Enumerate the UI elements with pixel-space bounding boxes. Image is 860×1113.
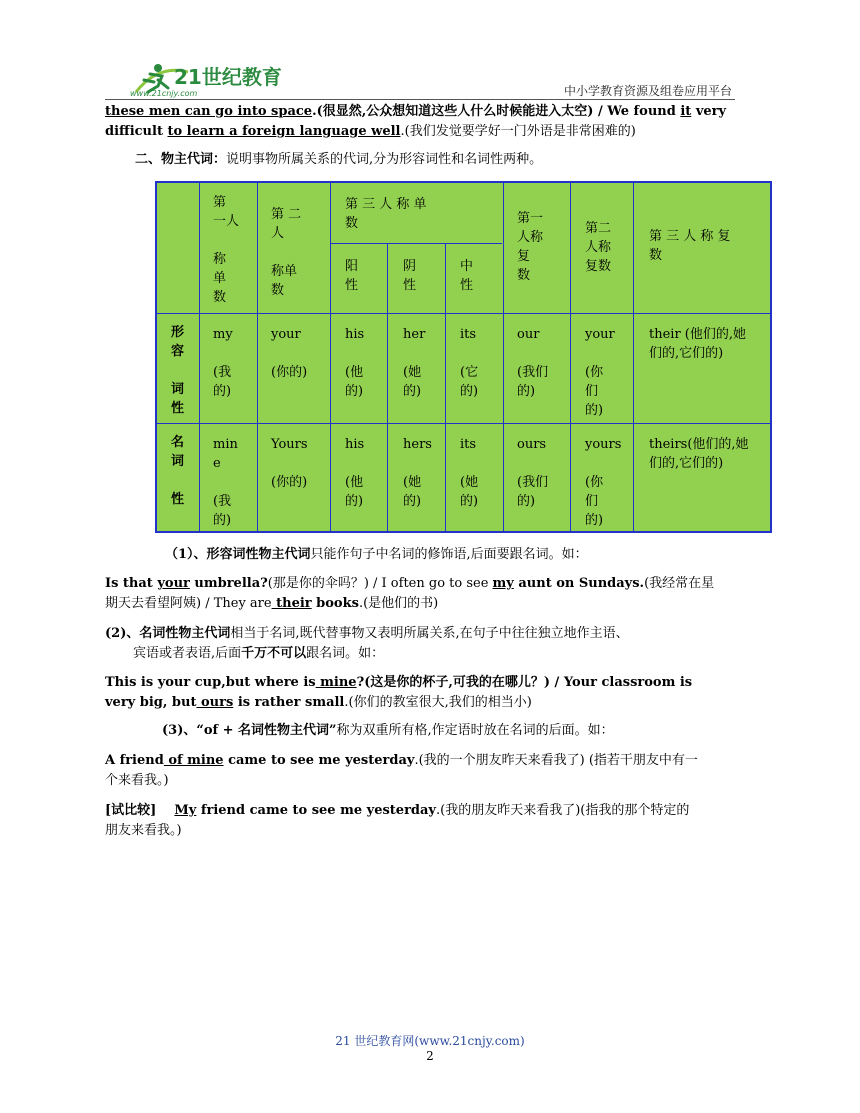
section-2-desc: 说明事物所属关系的代词,分为形容词性和名词性两种。 bbox=[226, 152, 543, 167]
noun-cell-ours: ours (我们 的) bbox=[517, 437, 549, 509]
noun-cell-yours: Yours (你的) bbox=[271, 437, 308, 490]
ex4-label: [试比较] bbox=[105, 803, 157, 818]
intro-text-3: difficult bbox=[105, 124, 168, 139]
site-logo bbox=[128, 58, 288, 100]
adj-cell-his: his (他 的) bbox=[345, 327, 365, 399]
ex3-b: came to see me yesterday bbox=[223, 753, 415, 768]
ex4-b: friend came to see me yesterday bbox=[196, 803, 436, 818]
ex1-u2: my bbox=[492, 576, 514, 591]
adj-cell-their: their (他们的,她 们的,它们的) bbox=[649, 327, 746, 361]
ex3-line2: 个来看我。) bbox=[105, 773, 169, 788]
row-label-adjectival: 形 容 词 性 bbox=[171, 325, 185, 416]
point-1-label: （1）、形容词性物主代词 bbox=[165, 547, 311, 562]
ex1-b: umbrella? bbox=[189, 576, 268, 591]
example-3 bbox=[105, 751, 735, 791]
ex3-a: A friend bbox=[105, 753, 164, 768]
header-right-text: 中小学教育资源及组卷应用平台 bbox=[563, 84, 732, 98]
header-feminine: 阴 性 bbox=[403, 259, 417, 293]
ex4-c: .(我的朋友昨天来看我了)(指我的那个特定的 bbox=[436, 803, 690, 818]
ex1-c: (那是你的伞吗？) / I often go to see bbox=[267, 576, 493, 591]
header-second-person-singular: 第 二 人 称单 数 bbox=[271, 207, 302, 298]
noun-cell-its: its (她 的) bbox=[460, 437, 479, 509]
logo-url: www.21cnjy.com bbox=[130, 89, 198, 98]
ex2-line2c: .(你们的教室很大,我们的相当小) bbox=[344, 695, 532, 710]
point-1 bbox=[165, 545, 735, 565]
point-3 bbox=[162, 721, 735, 741]
intro-text-1: .(很显然,公众想知道这些人什么时候能进入太空) / We found bbox=[312, 104, 681, 119]
example-1 bbox=[105, 574, 735, 614]
ex1-e: (我经常在星 bbox=[644, 576, 715, 591]
ex2-u1: mine bbox=[315, 675, 357, 690]
footer-link[interactable]: 21 世纪教育网(www.21cnjy.com) bbox=[335, 1034, 525, 1048]
ex1-d: aunt on Sundays. bbox=[513, 576, 645, 591]
header-third-person-plural: 第 三 人 称 复 数 bbox=[649, 229, 731, 263]
ex2-u2: ours bbox=[196, 695, 234, 710]
ex1-line2a: 期天去看望阿姨) / They are bbox=[105, 596, 272, 611]
ex1-line2b: books bbox=[311, 596, 359, 611]
point-2-label: (2)、名词性物主代词 bbox=[105, 626, 231, 641]
point-2-line2c: 跟名词。如： bbox=[306, 646, 385, 661]
intro-underline-2: it bbox=[680, 104, 692, 119]
ex2-line2b: is rather small bbox=[233, 695, 345, 710]
ex3-u: of mine bbox=[163, 753, 224, 768]
header-neuter: 中 性 bbox=[460, 259, 474, 293]
intro-text-2: very bbox=[691, 104, 727, 119]
point-2-line2b: 千万不可以 bbox=[241, 646, 307, 661]
point-3-text: 称为双重所有格,作定语时放在名词的后面。如： bbox=[336, 723, 614, 738]
example-4 bbox=[105, 801, 735, 841]
ex1-u1: your bbox=[157, 576, 190, 591]
ex2-a: This is your cup,but where is bbox=[105, 675, 316, 690]
adj-cell-your: your (你的) bbox=[271, 327, 308, 380]
pronoun-table bbox=[155, 181, 772, 533]
adj-cell-your-plural: your (你 们 的) bbox=[585, 327, 615, 418]
point-1-text: 只能作句子中名词的修饰语,后面要跟名词。如： bbox=[310, 547, 588, 562]
noun-cell-yours-plural: yours (你 们 的) bbox=[585, 437, 622, 528]
noun-cell-hers: hers (她 的) bbox=[403, 437, 432, 509]
header-divider bbox=[105, 99, 735, 100]
adj-cell-my: my (我 的) bbox=[213, 327, 233, 399]
ex2-b: ?(这是你的杯子,可我的在哪儿？) / Your classroom is bbox=[356, 675, 693, 690]
ex2-line2a: very big, but bbox=[105, 695, 197, 710]
intro-underline-3: to learn a foreign language well bbox=[167, 124, 401, 139]
point-2-text: 相当于名词,既代替事物又表明所属关系,在句子中往往独立地作主语、 bbox=[230, 626, 629, 641]
intro-text-4: .(我们发觉要学好一门外语是非常困难的) bbox=[400, 124, 636, 139]
section-2-title: 二、物主代词： bbox=[135, 152, 227, 167]
ex1-u3: their bbox=[271, 596, 312, 611]
point-2-line2a: 宾语或者表语,后面 bbox=[133, 646, 242, 661]
example-2 bbox=[105, 673, 735, 713]
header-third-person-singular: 第 三 人 称 单 数 bbox=[345, 197, 427, 231]
ex4-u: My bbox=[174, 803, 197, 818]
header-masculine: 阳 性 bbox=[345, 259, 359, 293]
ex1-a: Is that bbox=[105, 576, 158, 591]
row-label-nominal: 名 词 性 bbox=[171, 435, 185, 507]
adj-cell-her: her (她 的) bbox=[403, 327, 426, 399]
point-2 bbox=[105, 624, 735, 664]
ex3-c: .(我的一个朋友昨天来看我了) (指若干朋友中有一 bbox=[414, 753, 698, 768]
noun-cell-theirs: theirs(他们的,她 们的,它们的) bbox=[649, 437, 749, 471]
header-first-person-singular: 第 一人 称 单 数 bbox=[213, 195, 240, 305]
point-3-label: (3)、“of + 名词性物主代词” bbox=[162, 723, 337, 738]
intro-underline-1: these men can go into space bbox=[105, 104, 313, 119]
noun-cell-mine: min e (我 的) bbox=[213, 437, 238, 528]
page-number: 2 bbox=[426, 1049, 434, 1063]
adj-cell-its: its (它 的) bbox=[460, 327, 479, 399]
noun-cell-his: his (他 的) bbox=[345, 437, 365, 509]
section-2-heading bbox=[135, 150, 765, 170]
logo-text: 21世纪教育 bbox=[174, 65, 282, 89]
header-second-person-plural: 第二 人称 复数 bbox=[585, 221, 612, 274]
header-first-person-plural: 第一 人称 复 数 bbox=[517, 211, 544, 283]
ex4-line2: 朋友来看我。) bbox=[105, 823, 182, 838]
ex1-line2c: .(是他们的书) bbox=[358, 596, 439, 611]
adj-cell-our: our (我们 的) bbox=[517, 327, 549, 399]
runner-logo-icon bbox=[128, 58, 288, 100]
intro-paragraph bbox=[105, 102, 735, 142]
